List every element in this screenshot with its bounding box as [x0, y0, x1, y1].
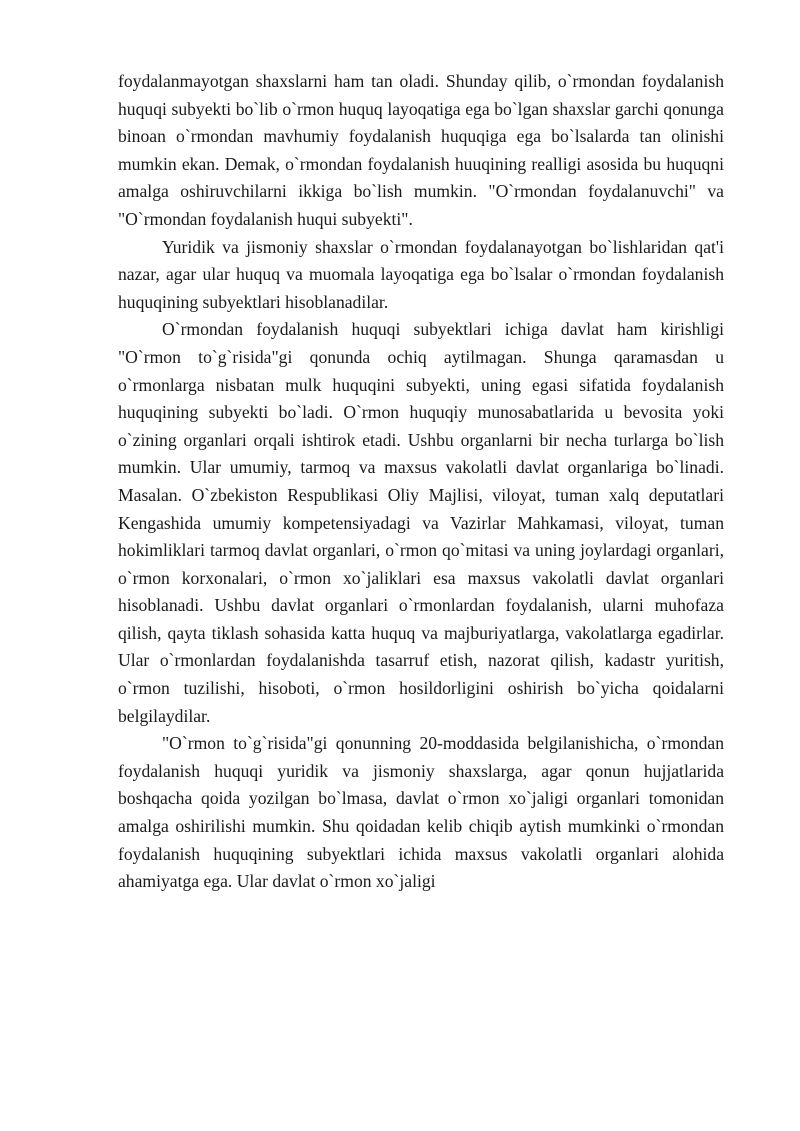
paragraph-3: O`rmondan foydalanish huquqi subyektlari ichiga davlat ham kirishligi "O`rmon to`g`risida"gi qonunda ochiq aytilmagan. Shunga qaramasdan u o`rmonlarga nisbatan mulk huquqini subyekti, uning egasi sifatida foydalanish huquqining subyekti bo`ladi. O`rmon huquqiy munosabatlarida u bevosita yoki o`zining organlari orqali ishtirok etadi. Ushbu organlarni bir necha turlarga bo`lish mumkin. Ular umumiy, tarmoq va maxsus vakolatli davlat organlariga bo`linadi. Masalan. O`zbekiston Respublikasi Oliy Majlisi, viloyat, tuman xalq deputatlari Kengashida umumiy kompetensiyadagi va Vazirlar Mahkamasi, viloyat, tuman hokimliklari tarmoq davlat organlari, o`rmon qo`mitasi va uning joylardagi organlari, o`rmon korxonalari, o`rmon xo`jaliklari esa maxsus vakolatli davlat organlari hisoblanadi. Ushbu davlat organlari o`rmonlardan foydalanish, ularni muhofaza qilish, qayta tiklash sohasida katta huquq va majburiyatlarga, vakolatlarga egadirlar. Ular o`rmonlardan foydalanishda tasarruf etish, nazorat qilish, kadastr yuritish, o`rmon tuzilishi, hisoboti, o`rmon hosildorligini oshirish bo`yicha qoidalarni belgilaydilar. [118, 319, 724, 726]
document-page [118, 68, 724, 896]
paragraph-4: "O`rmon to`g`risida"gi qonunning 20-moddasida belgilanishicha, o`rmondan foydalanish huquqi yuridik va jismoniy shaxslarga, agar qonun hujjatlarida boshqacha qoida yozilgan bo`lmasa, davlat o`rmon xo`jaligi organlari tomonidan amalga oshirilishi mumkin. Shu qoidadan kelib chiqib aytish mumkinki o`rmondan foydalanish huquqining subyektlari ichida maxsus vakolatli organlari alohida ahamiyatga ega. Ular davlat o`rmon xo`jaligi [118, 733, 724, 892]
paragraph-2: Yuridik va jismoniy shaxslar o`rmondan foydalanayotgan bo`lishlaridan qat'i nazar, agar ular huquq va muomala layoqatiga ega bo`lsalar o`rmondan foydalanish huquqining subyektlari hisoblanadilar. [118, 236, 724, 312]
paragraph-1: foydalanmayotgan shaxslarni ham tan oladi. Shunday qilib, o`rmondan foydalanish huquqi subyekti bo`lib o`rmon huquq layoqatiga ega bo`lgan shaxslar garchi qonunga binoan o`rmondan mavhumiy foydalanish huquqiga ega bo`lsalarda tan olinishi mumkin ekan. Demak, o`rmondan foydalanish huuqining realligi asosida bu huquqni amalga oshiruvchilarni ikkiga bo`lish mumkin. "O`rmondan foydalanuvchi" va "O`rmondan foydalanish huqui subyekti". [118, 71, 724, 229]
